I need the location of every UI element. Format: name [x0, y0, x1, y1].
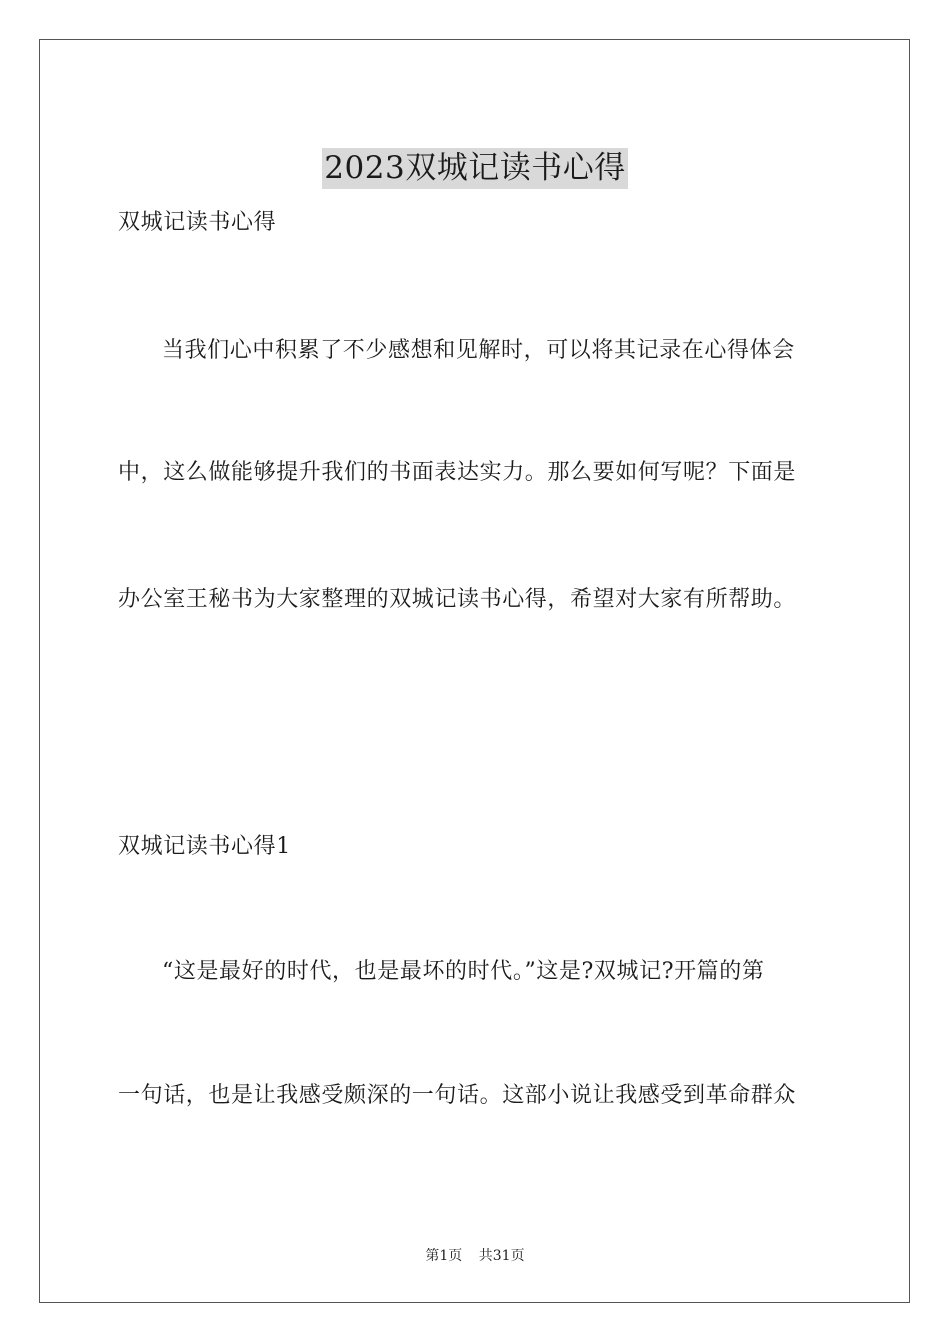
page-footer — [0, 1247, 950, 1265]
document-subtitle: 双城记读书心得 — [118, 210, 277, 235]
intro-line-1: 当我们心中积累了不少感想和见解时，可以将其记录在心得体会 — [162, 338, 795, 363]
intro-line-2: 中，这么做能够提升我们的书面表达实力。那么要如何写呢？下面是 — [118, 460, 797, 485]
section-line-2: 一句话，也是让我感受颇深的一句话。这部小说让我感受到革命群众 — [118, 1083, 797, 1108]
section-line-1: “这是最好的时代，也是最坏的时代。”这是?双城记?开篇的第 — [162, 959, 765, 984]
document-title-container — [0, 127, 950, 210]
intro-line-3: 办公室王秘书为大家整理的双城记读书心得，希望对大家有所帮助。 — [118, 587, 797, 612]
document-title: 2023双城记读书心得 — [322, 148, 627, 189]
section-heading: 双城记读书心得1 — [118, 834, 291, 859]
page-number-total: 共31页 — [478, 1248, 525, 1264]
page-number-current: 第1页 — [425, 1248, 463, 1264]
